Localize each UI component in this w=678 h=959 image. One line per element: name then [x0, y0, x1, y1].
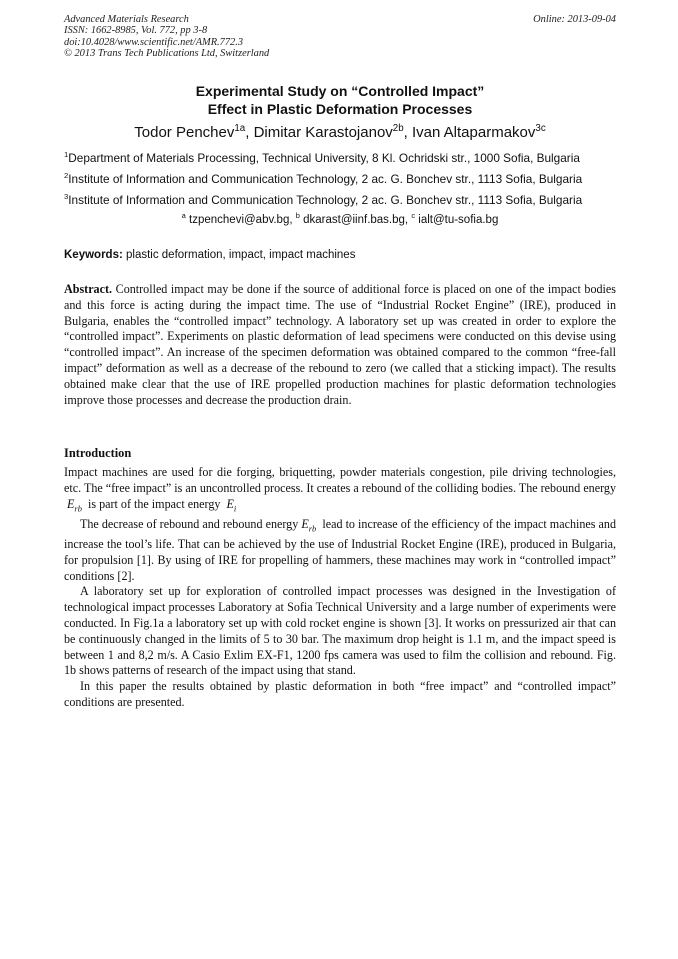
abstract — [64, 282, 616, 408]
email-list — [64, 212, 616, 228]
affiliation — [64, 193, 616, 207]
author-sup: 2b — [392, 123, 404, 134]
affiliation-sup: 2 — [64, 171, 69, 181]
email-link[interactable]: ialt@tu-sofia.bg — [418, 214, 499, 226]
paragraph: A laboratory set up for exploration of controlled impact processes was designed in the Investigation of technological impact processes Laboratory at Sofia Technical University and a large number of experiments were conducted. In Fig.1a a laboratory set up with cold rocket engine is shown [3]. It works on pressurized air that can be continuously changed in the limits of 5 to 30 bar. The maximum drop height is 1.1 m, and the impact speed is between 1 and 8,2 m/s. A Casio Exlim EX-F1, 1200 fps camera was used to film the collision and rebound. Fig. 1b shows patterns of research of the impact using that stand. — [64, 584, 616, 678]
author-name: Ivan Altaparmakov — [411, 124, 536, 141]
affiliation-sup: 1 — [64, 150, 69, 160]
affiliation-text: Department of Materials Processing, Technical University, 8 Kl. Ochridski str., 1000 Sofia, Bulgaria — [68, 151, 580, 165]
copyright-line: © 2013 Trans Tech Publications Ltd, Switzerland — [64, 47, 270, 59]
paragraph: In this paper the results obtained by plastic deformation in both “free impact” and “controlled impact” conditions are presented. — [64, 679, 616, 709]
paragraph-text: is part of the impact energy — [88, 496, 221, 511]
keywords-label: Keywords: — [64, 249, 123, 261]
math-symbol — [301, 516, 317, 534]
author-sup: 1a — [234, 123, 246, 134]
email-link[interactable]: dkarast@iinf.bas.bg, — [303, 214, 409, 226]
math-sub: i — [233, 503, 237, 513]
section-heading-introduction: Introduction — [64, 446, 132, 460]
author-sup: 3c — [535, 123, 546, 134]
math-var: E — [67, 496, 75, 511]
keywords — [64, 248, 616, 263]
affiliation — [64, 151, 616, 165]
paper-title-line-1: Experimental Study on “Controlled Impact” — [195, 83, 485, 99]
abstract-label: Abstract. — [64, 282, 113, 296]
paragraph — [64, 517, 616, 585]
paragraph — [64, 465, 616, 517]
math-symbol — [226, 497, 236, 511]
paragraph-text: The decrease of rebound and rebound energy — [80, 516, 299, 531]
paragraph-text: lead to increase of the efficiency of the impact machines and increase the tool’s life. That can be achieved by the use of Industrial Rocket Engine (IRE), produced in Bulgaria, for propulsion [1]. By using of IRE for propelling of hammers, these machines may work in “controlled impact” conditions [2]. — [64, 516, 616, 583]
keywords-text: plastic deformation, impact, impact machines — [126, 249, 356, 261]
author-name: Todor Penchev — [134, 124, 235, 141]
issn-line: ISSN: 1662-8985, Vol. 772, pp 3-8 — [64, 25, 208, 37]
email-sup: a — [181, 211, 186, 221]
author-name: Dimitar Karastojanov — [253, 124, 393, 141]
journal-name: Advanced Materials Research — [64, 14, 189, 25]
online-date: Online: 2013-09-04 — [533, 14, 616, 25]
abstract-text: Controlled impact may be done if the source of additional force is placed on one of the impact bodies and this force is acting during the impact time. The use of “Industrial Rocket Engine” (IRE), produced in Bulgaria, enables the “controlled impact” technology. A laboratory set up was created in order to explore the “controlled impact”. Experiments on plastic deformation of lead specimens were conducted on this devise using “controlled impact”. An increase of the specimen deformation was obtained compared to the common “free-fall impact” deformation as well as a decrease of the rebound to zero (we called that a sticking impact). The results obtained make clear that the use of IRE propelled production machines for plastic deformation technologies improve those processes and decrease the production drain. — [64, 282, 616, 407]
affiliation-sup: 3 — [64, 192, 69, 202]
journal-header — [64, 14, 616, 59]
email-sup: b — [295, 211, 300, 221]
introduction-body — [64, 465, 616, 711]
math-var: E — [301, 516, 309, 531]
math-sub: rb — [74, 503, 82, 513]
affiliation-text: Institute of Information and Communication Technology, 2 ac. G. Bonchev str., 1113 Sofia, Bulgaria — [68, 172, 583, 186]
affiliation — [64, 172, 616, 186]
email-sup: c — [411, 211, 416, 221]
math-sub: rb — [308, 523, 317, 534]
paragraph-text: Impact machines are used for die forging, briquetting, powder materials congestion, pile driving technologies, etc. The “free impact” is an uncontrolled process. It creates a rebound of the colliding bodies. The rebound energy — [64, 465, 616, 495]
author-list: Todor Penchev$^{1a}$, Dimitar Karastojanov$^{2b}$, Ivan Altaparmakov$^{3c}$ — [134, 123, 546, 141]
affiliation-text: Institute of Information and Communication Technology, 2 ac. G. Bonchev str., 1113 Sofia, Bulgaria — [68, 193, 583, 207]
math-var: E — [226, 496, 234, 511]
doi-line: doi:10.4028/www.scientific.net/AMR.772.3 — [64, 36, 244, 48]
math-symbol — [67, 497, 82, 511]
paper-title-line-2: Effect in Plastic Deformation Processes — [207, 101, 473, 117]
email-link[interactable]: tzpenchevi@abv.bg, — [189, 214, 293, 226]
